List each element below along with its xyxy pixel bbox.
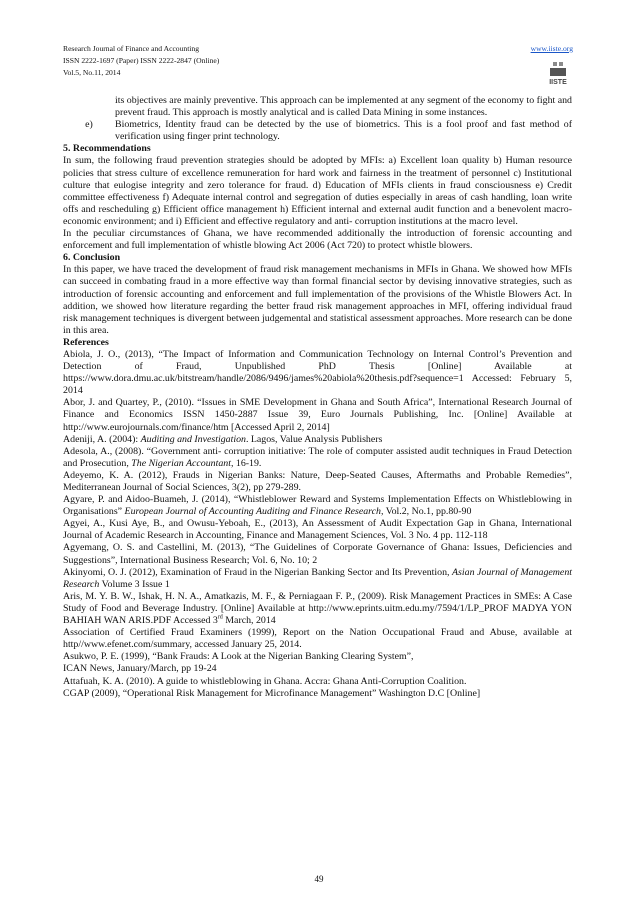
reference-a: Adeyemo, K. A. (2012), Frauds in Nigerian Banks: Nature, Deep-Seated Causes, Aftermaths and Probable Remedies”, Mediterranean Journal of Social Sciences, 3(2), pp 279-289. (63, 469, 572, 493)
reference-b: Vol.2, No.1, pp.80-90 (383, 506, 472, 518)
reference-entry (63, 518, 572, 542)
reference-a: Agyare, P. and Aidoo-Buameh, J. (2014), “Whistleblower Reward and Systems Implementation Effects on Whistleblowing in Organisations” (63, 494, 572, 518)
reference-entry (63, 627, 572, 651)
reference-a: Attafuah, K. A. (2010). A guide to whistleblowing in Ghana. Accra: Ghana Anti-Corruption Coalition. (63, 675, 467, 687)
reference-b: . Lagos, Value Analysis Publishers (245, 433, 383, 445)
reference-i: European Journal of Accounting Auditing and Finance Research, (124, 506, 384, 518)
page-body (63, 95, 572, 700)
list-item-e (63, 119, 572, 143)
reference-entry (63, 349, 572, 397)
volume-line: Vol.5, No.11, 2014 (63, 68, 121, 77)
reference-entry (63, 567, 572, 591)
recommendations-paragraph-1: In sum, the following fraud prevention strategies should be adopted by MFIs: a) Excellent loan quality b) Human resource policies that stress culture of excellence remuneration for hard work and fairness in the treatment of personnel c) Institutional culture that eulogise integrity and zero tolerance for fraud. d) Education of MFIs clients in fraud consciousness e) Credit committee effectiveness f) Adequate internal control and segregation of duties especially in areas of cash handling, loan write offs and rescheduling g) Efficient office management h) Efficient internal and external audit function and a benevolent macro- economic environment; and i) Efficient and effective regulatory and anti- corruption institutions at the macro level. (63, 155, 572, 227)
reference-a: Adesola, A., (2008). “Government anti- corruption initiative: The role of computer assisted audit techniques in Fraud Detection and Prosecution, (63, 445, 572, 469)
reference-a: CGAP (2009), “Operational Risk Management for Microfinance Management” Washington D.C [Online] (63, 687, 481, 699)
reference-a: Asukwo, P. E. (1999), “Bank Frauds: A Look at the Nigerian Banking Clearing System”, (63, 651, 414, 663)
reference-entry (63, 542, 572, 566)
reference-a: Abor, J. and Quartey, P., (2010). “Issues in SME Development in Ghana and South Africa”, International Research Journal of Finance and Economics ISSN 1450-2887 Issue 39, Euro Journals Publishing, Inc. [Online] Available at http://www.eurojournals.com/finance/htm [Accessed April 2, 2014] (63, 397, 572, 433)
reference-sup: rd (217, 614, 223, 621)
journal-name: Research Journal of Finance and Accounting (63, 44, 200, 53)
svg-text:IISTE: IISTE (549, 79, 567, 86)
reference-entry (63, 688, 572, 700)
list-marker: e) (85, 119, 93, 131)
issn-line: ISSN 2222-1697 (Paper) ISSN 2222-2847 (Online) (63, 56, 220, 65)
reference-entry (63, 494, 572, 518)
references-list (63, 349, 572, 700)
reference-entry (63, 434, 572, 446)
references-heading: References (63, 336, 109, 348)
reference-b: , 16-19. (230, 457, 262, 469)
reference-i: Auditing and Investigation (140, 433, 246, 445)
reference-entry (63, 663, 572, 675)
reference-a: Adeniji, A. (2004): (63, 433, 141, 445)
iiste-logo (544, 60, 572, 86)
list-item-text: Biometrics, Identity fraud can be detected by the use of biometrics. This is a fool proof and fast method of verification using finger print technology. (115, 119, 572, 143)
reference-entry (63, 470, 572, 494)
reference-a: Association of Certified Fraud Examiners (1999), Report on the Nation Occupational Fraud and Abuse, available at http//www.efenet.com/summary, accessed January 25, 2014. (63, 627, 572, 651)
reference-after: March, 2014 (222, 615, 276, 627)
section-heading-conclusion: 6. Conclusion (63, 252, 121, 264)
reference-b: Volume 3 Issue 1 (99, 578, 170, 590)
reference-i: Asian Journal of Management Research (63, 566, 573, 590)
reference-a: Agyei, A., Kusi Aye, B., and Owusu-Yeboah, E., (2013), An Assessment of Audit Expectation Gap in Ghana, International Journal of Academic Research in Accounting, Finance and Management Sciences, Vol. 3 No. 4 pp. 112-118 (63, 518, 572, 542)
reference-i: The Nigerian Accountant (131, 457, 231, 469)
reference-a: Agyemang, O. S. and Castellini, M. (2013), “The Guidelines of Corporate Governance of Ghana: Issues, Deficiencies and Suggestions”, International Business Research; Vol. 6, No. 10; 2 (63, 542, 572, 566)
reference-a: Abiola, J. O., (2013), “The Impact of Information and Communication Technology on Internal Control’s Prevention and Detection of Fraud, Unpublished PhD Thesis [Online] Available at https://www.dora.dmu.ac.uk/bitstream/handle/2086/9496/james%20abiola%20thesis.pdf?sequence=1 Accessed: February 5, 2014 (63, 348, 572, 397)
reference-a: Aris, M. Y. B. W., Ishak, H. N. A., Amatkazis, M. F., & Perniagaan F. P., (2009). Risk Management Practices in SMEs: A Case Study of Food and Beverage Industry. [Online] Available at http://www.eprints.uitm.edu.my/7594/1/LP_PROF MADYA YON BAHIAH WAN ARIS.PDF Accessed 3 (63, 590, 572, 627)
page-header (63, 43, 573, 79)
continued-paragraph: its objectives are mainly preventive. This approach can be implemented at any segment of the economy to fight and prevent fraud. This approach is mostly analytical and is called Data Mining in some instances. (115, 95, 572, 119)
conclusion-paragraph: In this paper, we have traced the development of fraud risk management mechanisms in MFIs in Ghana. We showed how MFIs can succeed in combating fraud in a more effective way than formal financial sector by devising innovative strategies, such as introduction of forensic accounting and enforcement and full implementation of the provisions of the Whistle Blowers Act. In addition, we showed how literature regarding the better fraud risk management approaches in MFI, offering individual fraud risk management techniques is divergent between judgemental and statistical assessment approaches. More research can be done in this area. (63, 264, 572, 336)
reference-entry (63, 651, 572, 663)
reference-a: Akinyomi, O. J. (2012), Examination of Fraud in the Nigerian Banking Sector and Its Prevention, (63, 566, 453, 578)
page-number: 49 (314, 874, 324, 884)
journal-url-link[interactable]: www.iiste.org (530, 44, 573, 53)
reference-entry (63, 591, 572, 627)
reference-entry (63, 446, 572, 470)
reference-entry (63, 676, 572, 688)
recommendations-paragraph-2: In the peculiar circumstances of Ghana, we have recommended additionally the introduction of forensic accounting and enforcement and full implementation of whistle blowing Act 2006 (Act 720) to protect whistle blowers. (63, 228, 572, 252)
reference-entry (63, 397, 572, 433)
section-heading-recommendations: 5. Recommendations (63, 143, 151, 155)
reference-a: ICAN News, January/March, pp 19-24 (63, 663, 217, 675)
